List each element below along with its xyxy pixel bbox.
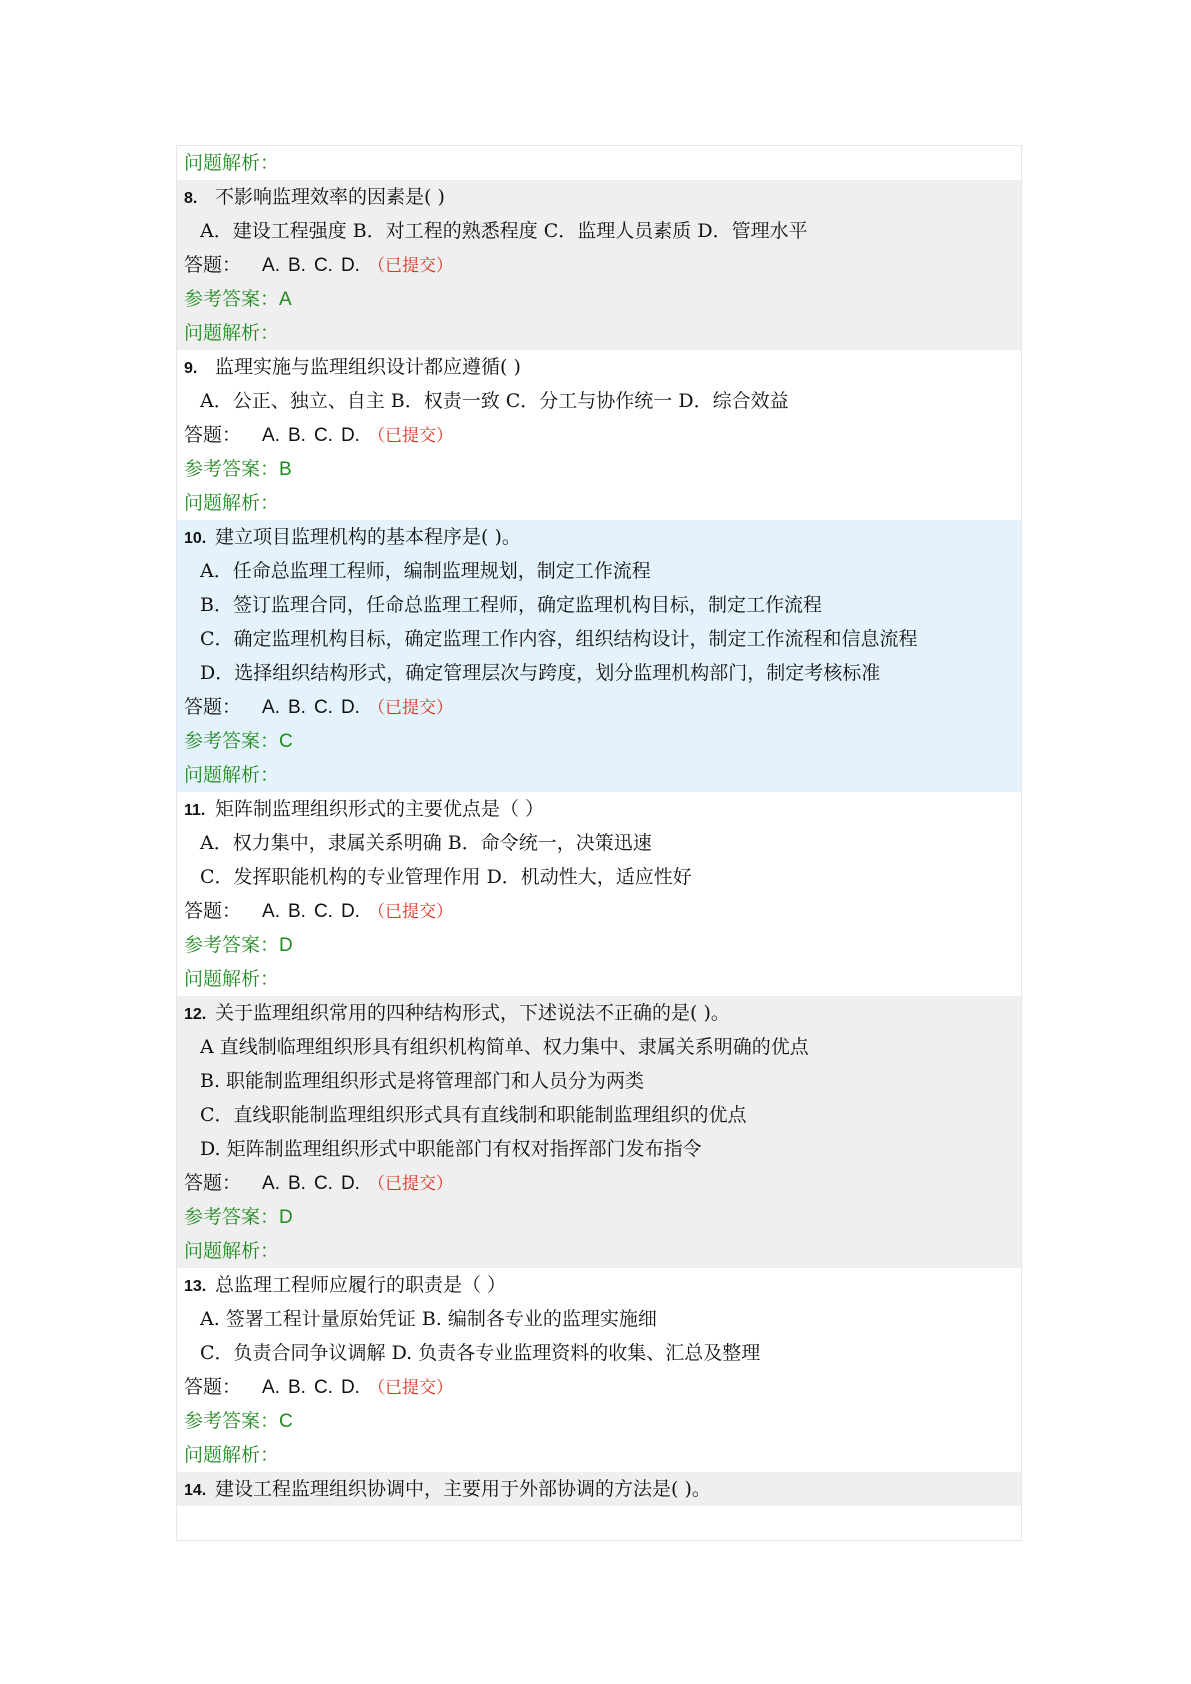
choice-d[interactable]: D. (340, 901, 360, 922)
question-text: 矩阵制监理组织形式的主要优点是（ ） (215, 798, 545, 820)
choice-c[interactable]: C. (313, 901, 333, 922)
choice-c[interactable]: C. (313, 255, 333, 276)
reference-value: A (279, 289, 292, 310)
reference-value: C (279, 1411, 293, 1432)
choice-a[interactable]: A. (262, 425, 280, 446)
choice-d[interactable]: D. (340, 425, 360, 446)
question-8 (177, 180, 1021, 350)
option-line: B．签订监理合同，任命总监理工程师，确定监理机构目标，制定工作流程 (200, 594, 822, 616)
question-text: 监理实施与监理组织设计都应遵循( ) (215, 356, 521, 378)
submitted-status: （已提交） (367, 1174, 453, 1194)
analysis-label: 问题解析： (184, 322, 280, 344)
question-number: 8. (184, 190, 198, 207)
choice-c[interactable]: C. (313, 425, 333, 446)
choice-c[interactable]: C. (313, 697, 333, 718)
choice-a[interactable]: A. (262, 1173, 280, 1194)
question-number: 13. (184, 1278, 207, 1295)
reference-answer-row (184, 1200, 1021, 1234)
submitted-status: （已提交） (367, 256, 453, 276)
submitted-status: （已提交） (367, 1378, 453, 1398)
choice-c[interactable]: C. (313, 1173, 333, 1194)
answer-label: 答题： (184, 254, 242, 276)
answer-row (184, 248, 1021, 282)
option-line: A．任命总监理工程师，编制监理规划，制定工作流程 (200, 560, 651, 582)
question-11 (177, 792, 1021, 996)
choice-a[interactable]: A. (262, 1377, 280, 1398)
reference-answer-row (184, 1404, 1021, 1438)
choice-b[interactable]: B. (288, 255, 306, 276)
submitted-status: （已提交） (367, 698, 453, 718)
choice-d[interactable]: D. (340, 255, 360, 276)
submitted-status: （已提交） (367, 426, 453, 446)
answer-row (184, 894, 1021, 928)
reference-value: D (279, 935, 293, 956)
analysis-label: 问题解析： (184, 1240, 280, 1262)
option-line: A. 签署工程计量原始凭证 B. 编制各专业的监理实施细 (200, 1308, 657, 1330)
quiz-sheet (176, 145, 1022, 1541)
answer-row (184, 690, 1021, 724)
question-10 (177, 520, 1021, 792)
option-line: C．发挥职能机构的专业管理作用 D．机动性大，适应性好 (200, 866, 692, 888)
answer-label: 答题： (184, 1172, 242, 1194)
question-text: 建设工程监理组织协调中，主要用于外部协调的方法是( )。 (215, 1478, 711, 1500)
choice-d[interactable]: D. (340, 1173, 360, 1194)
option-line: A 直线制临理组织形具有组织机构简单、权力集中、隶属关系明确的优点 (200, 1036, 809, 1058)
choice-b[interactable]: B. (288, 1173, 306, 1194)
reference-value: C (279, 731, 293, 752)
option-line: A．建设工程强度 B．对工程的熟悉程度 C．监理人员素质 D．管理水平 (200, 220, 808, 242)
question-number: 10. (184, 530, 207, 547)
choice-a[interactable]: A. (262, 697, 280, 718)
answer-label: 答题： (184, 424, 242, 446)
question-number: 11. (184, 802, 206, 819)
choice-b[interactable]: B. (288, 901, 306, 922)
reference-answer-row (184, 452, 1021, 486)
question-9 (177, 350, 1021, 520)
choice-b[interactable]: B. (288, 697, 306, 718)
analysis-label: 问题解析： (184, 968, 280, 990)
reference-label: 参考答案： (184, 458, 280, 480)
option-line: A．公正、独立、自主 B．权责一致 C．分工与协作统一 D．综合效益 (200, 390, 789, 412)
choice-c[interactable]: C. (313, 1377, 333, 1398)
reference-value: D (279, 1207, 293, 1228)
choice-b[interactable]: B. (288, 425, 306, 446)
choice-b[interactable]: B. (288, 1377, 306, 1398)
option-line: D．选择组织结构形式，确定管理层次与跨度，划分监理机构部门，制定考核标准 (200, 662, 881, 684)
question-number: 12. (184, 1006, 207, 1023)
analysis-label: 问题解析： (184, 152, 280, 174)
reference-answer-row (184, 282, 1021, 316)
option-line: C．负责合同争议调解 D. 负责各专业监理资料的收集、汇总及整理 (200, 1342, 761, 1364)
reference-label: 参考答案： (184, 1410, 280, 1432)
reference-label: 参考答案： (184, 288, 280, 310)
question-text: 总监理工程师应履行的职责是（ ） (215, 1274, 507, 1296)
submitted-status: （已提交） (367, 902, 453, 922)
reference-value: B (279, 459, 292, 480)
analysis-label: 问题解析： (184, 1444, 280, 1466)
reference-label: 参考答案： (184, 1206, 280, 1228)
question-14 (177, 1472, 1021, 1506)
reference-label: 参考答案： (184, 730, 280, 752)
option-line: C．确定监理机构目标，确定监理工作内容，组织结构设计，制定工作流程和信息流程 (200, 628, 918, 650)
answer-row (184, 1370, 1021, 1404)
analysis-label: 问题解析： (184, 764, 280, 786)
option-line: C．直线职能制监理组织形式具有直线制和职能制监理组织的优点 (200, 1104, 747, 1126)
reference-answer-row (184, 928, 1021, 962)
choice-d[interactable]: D. (340, 697, 360, 718)
question-number: 9. (184, 360, 198, 377)
question-text: 建立项目监理机构的基本程序是( )。 (215, 526, 521, 548)
previous-question-tail (177, 146, 1021, 180)
question-12 (177, 996, 1021, 1268)
question-text: 关于监理组织常用的四种结构形式，下述说法不正确的是( )。 (215, 1002, 730, 1024)
answer-row (184, 418, 1021, 452)
question-number: 14. (184, 1482, 207, 1499)
choice-a[interactable]: A. (262, 901, 280, 922)
reference-label: 参考答案： (184, 934, 280, 956)
option-line: D. 矩阵制监理组织形式中职能部门有权对指挥部门发布指令 (200, 1138, 702, 1160)
question-text: 不影响监理效率的因素是( ) (215, 186, 445, 208)
answer-label: 答题： (184, 696, 242, 718)
answer-label: 答题： (184, 1376, 242, 1398)
answer-label: 答题： (184, 900, 242, 922)
option-line: B. 职能制监理组织形式是将管理部门和人员分为两类 (200, 1070, 645, 1092)
option-line: A．权力集中，隶属关系明确 B．命令统一，决策迅速 (200, 832, 652, 854)
analysis-label: 问题解析： (184, 492, 280, 514)
choice-d[interactable]: D. (340, 1377, 360, 1398)
question-13 (177, 1268, 1021, 1472)
reference-answer-row (184, 724, 1021, 758)
answer-row (184, 1166, 1021, 1200)
choice-a[interactable]: A. (262, 255, 280, 276)
